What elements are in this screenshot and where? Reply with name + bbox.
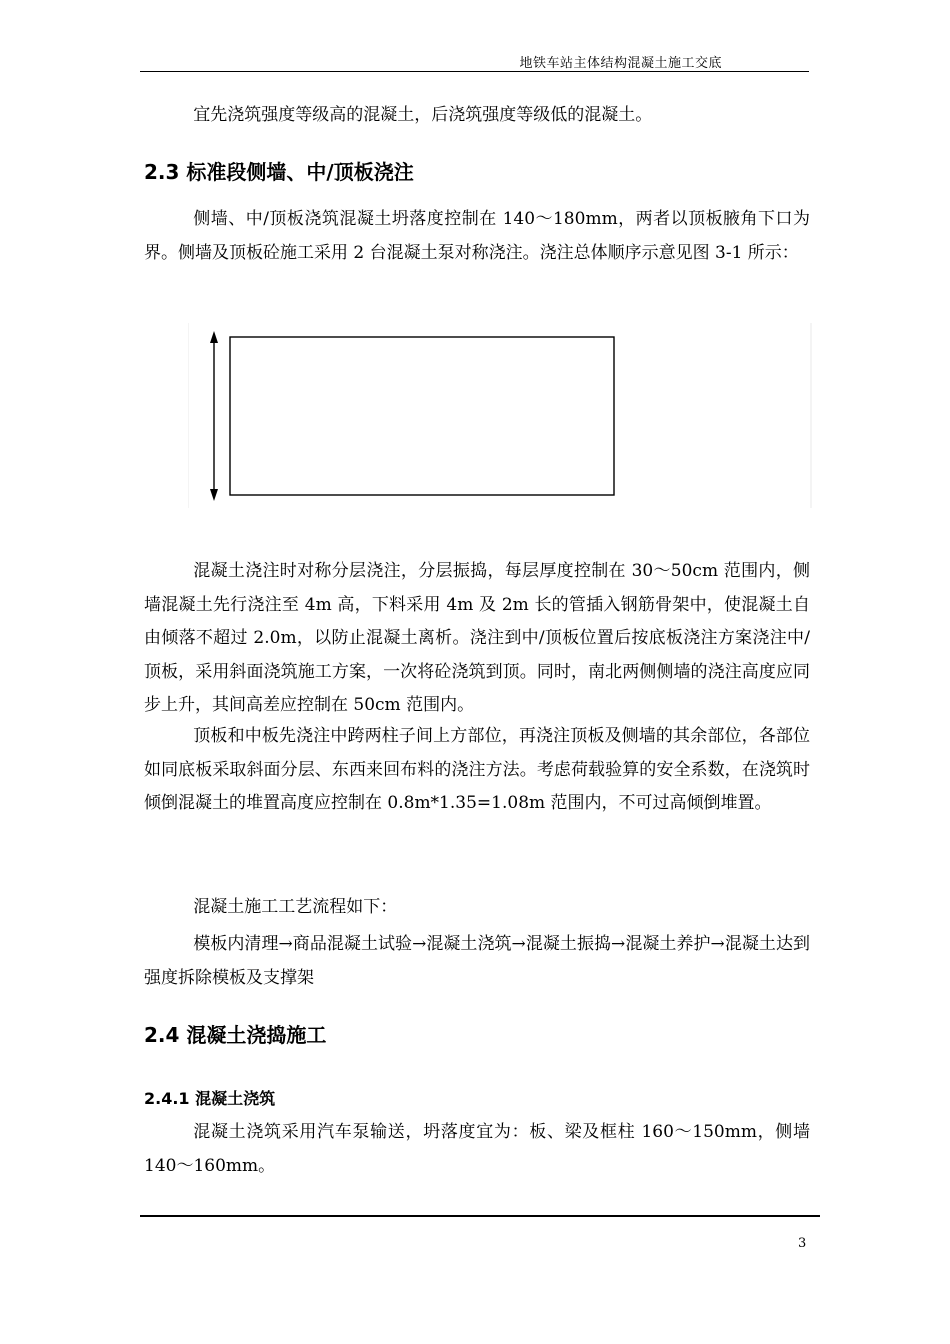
figure-3-1: [188, 323, 812, 508]
paragraph-layered-pouring: 混凝土浇注时对称分层浇注，分层振捣，每层厚度控制在 30～50cm 范围内，侧墙混凝土先行浇注至 4m 高，下料采用 4m 及 2m 长的管插入钢筋骨架中，使混凝土自由倾落不超过 2.0m，以防止混凝土离析。浇注到中/顶板位置后按底板浇注方案浇注中/顶板，采用斜面浇筑施工方案，一次将砼浇筑到顶。同时，南北两侧侧墙的浇注高度应同步上升，其间高差应控制在 50cm 范围内。: [144, 561, 810, 716]
running-header: 地铁车站主体结构混凝土施工交底: [519, 56, 722, 71]
wall-height-dimension: [210, 331, 218, 501]
wall-outline: [230, 337, 614, 495]
header-rule: [140, 71, 809, 72]
section-2-4-heading: 2.4 混凝土浇捣施工: [144, 1023, 327, 1047]
intro-line: 宜先浇筑强度等级高的混凝土，后浇筑强度等级低的混凝土。: [193, 105, 653, 125]
page-number: 3: [798, 1236, 807, 1251]
paragraph-process-intro: 混凝土施工工艺流程如下：: [193, 897, 398, 917]
section-2-3-paragraph: 侧墙、中/顶板浇筑混凝土坍落度控制在 140～180mm，两者以顶板腋角下口为界。侧墙及顶板砼施工采用 2 台混凝土泵对称浇注。浇注总体顺序示意见图 3-1 所示：: [144, 209, 810, 263]
section-2-3-heading: 2.3 标准段侧墙、中/顶板浇注: [144, 160, 414, 184]
footer-rule: [140, 1215, 820, 1217]
paragraph-process-flow: 模板内清理→商品混凝土试验→混凝土浇筑→混凝土振捣→混凝土养护→混凝土达到强度拆除模板及支撑架: [144, 934, 810, 988]
section-2-4-1-heading: 2.4.1 混凝土浇筑: [144, 1089, 276, 1108]
section-2-4-1-paragraph: 混凝土浇筑采用汽车泵输送，坍落度宜为：板、梁及框柱 160～150mm，侧墙 140～160mm。: [144, 1122, 810, 1176]
paragraph-slab-pouring: 顶板和中板先浇注中跨两柱子间上方部位，再浇注顶板及侧墙的其余部位，各部位如同底板采取斜面分层、东西来回布料的浇注方法。考虑荷载验算的安全系数，在浇筑时倾倒混凝土的堆置高度应控制在 0.8m*1.35=1.08m 范围内，不可过高倾倒堆置。: [144, 726, 810, 814]
wall-pour-diagram: [188, 323, 812, 508]
